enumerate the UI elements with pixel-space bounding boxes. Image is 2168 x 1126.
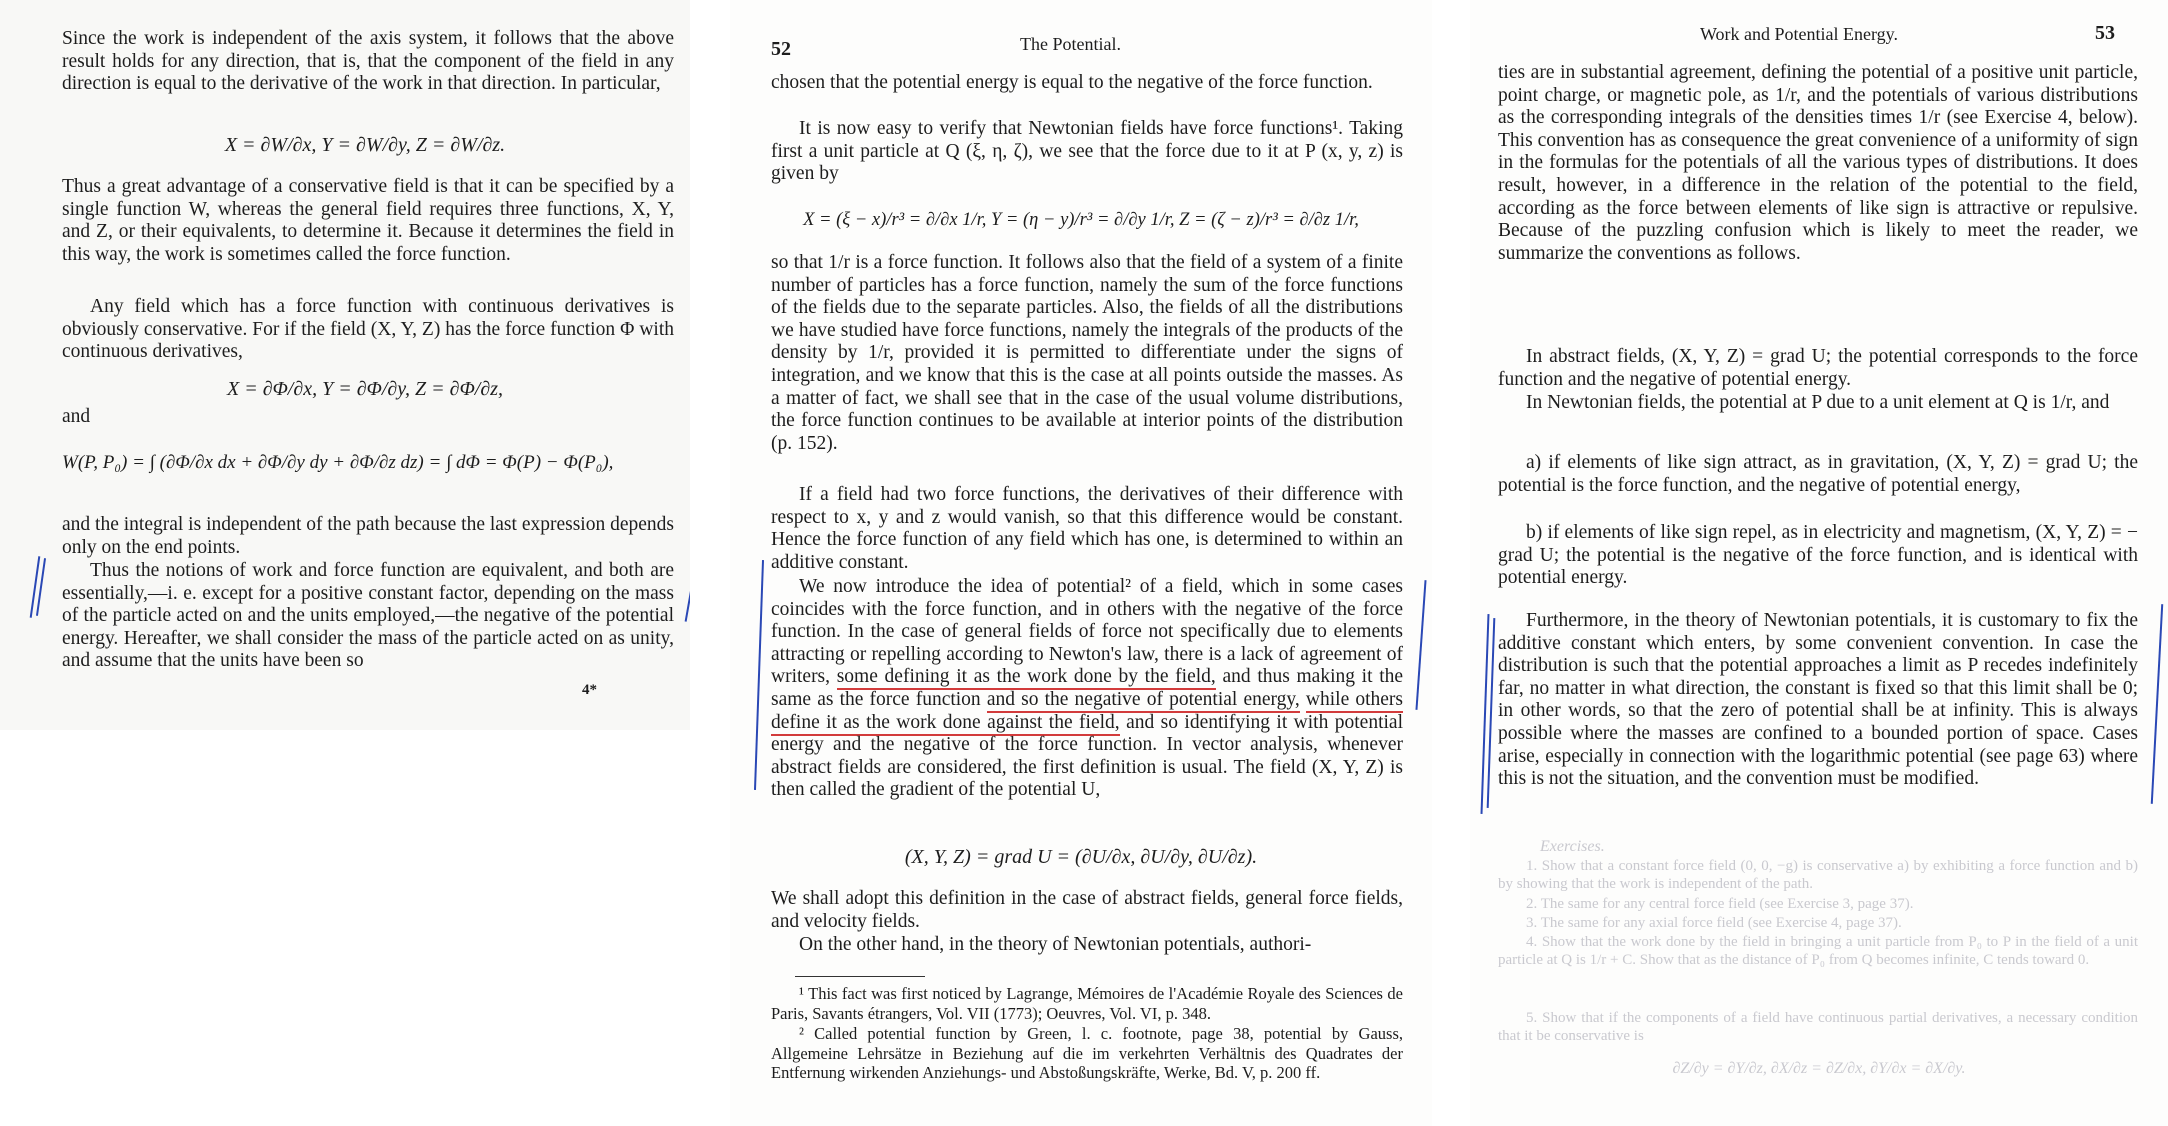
middle-equation-gradient: (X, Y, Z) = grad U = (∂U/∂x, ∂U/∂y, ∂U/∂z).	[904, 846, 1258, 868]
right-exercise-4: 4. Show that the work done by the field in bringing a unit particle from P₀ to P in the field of a unit particle at Q is 1/r + C. Show that as the distance of P₀ from Q becomes infinite, C tends toward 0.	[1498, 934, 2138, 968]
right-paragraph-newtonian-fields: In Newtonian fields, the potential at P due to a unit element at Q is 1/r, and	[1526, 392, 2110, 413]
middle-margin-mark-right	[1415, 580, 1426, 710]
right-margin-mark-right	[2151, 604, 2163, 804]
left-margin-mark-right	[685, 560, 690, 621]
right-paragraph-additive-constant: Furthermore, in the theory of Newtonian potentials, it is customary to fix the additive constant which enters, by some convenient convention. In case the distribution is such that the potential approaches a limit as P recedes indefinitely far, no matter in what direction, the constant is fixed so that this limit shall be 0; in other words, so that the zero of potential shall be at infinity. This is always possible where the masses are confined to a bounded portion of space. Cases arise, especially in connection with the logarithmic potential (see page 63) where this is not the situation, and the convention must be modified.	[1498, 610, 2138, 790]
middle-footnote-2: ² Called potential function by Green, l. c. footnote, page 38, potential by Gauss, Allgemeine Lehrsätze in Beziehung auf die im verkehrten Verhältnis des Quadrates der Entfernung wirkenden Anziehungs- und Abstoßungskräfte, Werke, Bd. V, p. 200 ff.	[771, 1024, 1403, 1082]
left-paragraph-conservative-field: Thus a great advantage of a conservative field is that it can be specified by a single function W, whereas the general field requires three functions, X, Y, and Z, or their equivalents, to determine it. Because it determines the field in this way, the work is sometimes called the force function.	[62, 176, 674, 265]
right-page-number: 53	[2095, 22, 2115, 44]
left-paragraph-force-function: Any field which has a force function with continuous derivatives is obviously conservative. For if the field (X, Y, Z) has the force function Φ with continuous derivatives,	[62, 296, 674, 363]
middle-equation-unit-particle: X = (ξ − x)/r³ = ∂/∂x 1/r, Y = (η − y)/r³ = ∂/∂y 1/r, Z = (ζ − z)/r³ = ∂/∂z 1/r,	[803, 210, 1359, 230]
middle-paragraph-potential-definition	[771, 576, 1403, 802]
middle-underline-work-against-field: while others define it as the work done against the field,	[771, 689, 1403, 736]
left-equation-work-integral: W(P, P₀) = ∫ (∂Φ/∂x dx + ∂Φ/∂y dy + ∂Φ/∂z dz) = ∫ dΦ = Φ(P) − Φ(P₀),	[62, 452, 614, 473]
middle-paragraph-newtonian-fields: It is now easy to verify that Newtonian fields have force functions¹. Taking first a unit particle at Q (ξ, η, ζ), we see that the force due to it at P (x, y, z) is given by	[771, 118, 1403, 185]
right-item-repel: b) if elements of like sign repel, as in electricity and magnetism, (X, Y, Z) = − grad U; the potential is the negative of the force function, and is identical with potential energy.	[1498, 522, 2138, 589]
left-signature-mark: 4*	[582, 682, 597, 698]
right-paragraph-authorities: ties are in substantial agreement, defining the potential of a positive unit particle, point charge, or magnetic pole, as 1/r, and the potentials of various distributions as the corresponding integrals of the densities times 1/r (see Exercise 4, below). This convention has as consequence the great convenience of a uniformity of sign in the formulas for the potentials of all the various types of distributions. It does result, however, in a difference in the relation of the potential to the field, according as the force between elements of like sign is attractive or repulsive. Because of the puzzling confusion which is likely to meet the reader, we summarize the conventions as follows.	[1498, 62, 2138, 264]
middle-paragraph-two-force-functions: If a field had two force functions, the derivatives of their difference with respect to x, y and z would vanish, so that this difference would be constant. Hence the force function of any field which has one, is determined to within an additive constant.	[771, 484, 1403, 573]
right-exercise-1: 1. Show that a constant force field (0, 0, −g) is conservative a) by exhibiting a force function and b) by showing that the work is independent of the path.	[1498, 858, 2138, 892]
middle-paragraph-newtonian-theory: On the other hand, in the theory of Newtonian potentials, authori-	[799, 934, 1312, 955]
middle-page-number: 52	[771, 38, 791, 60]
middle-potential-intro: We now introduce the idea of potential² of a field, which in some cases coincides with the force function, and in others with the negative of the force function. In the case of general fields of force not specifically due to elements attracting or repelling according to Newton's law, there is a lack of agreement of writers,	[771, 576, 1403, 688]
right-exercise-2: 2. The same for any central force field (see Exercise 3, page 37).	[1526, 896, 1914, 912]
middle-running-head: The Potential.	[1020, 34, 1121, 54]
middle-underline-work-by-field: some defining it as the work done by the field,	[837, 666, 1216, 690]
middle-paragraph-adopt-definition: We shall adopt this definition in the case of abstract fields, general force fields, and velocity fields.	[771, 888, 1403, 932]
middle-paragraph-force-functions: so that 1/r is a force function. It follows also that the field of a system of a finite number of particles has a force function, namely the sum of the force functions of the fields due to the separate particles. Also, the fields of all the distributions we have studied have force functions, namely the integrals of the products of the density by 1/r, provided it is permitted to differentiate under the signs of integration, and we know that this is the case at all points outside the masses. As a matter of fact, we shall see that in the case of the usual volume distributions, the force function continues to be available at interior points of the distribution (p. 152).	[771, 252, 1403, 454]
right-exercise-5: 5. Show that if the components of a field have continuous partial derivatives, a necessary condition that it be conservative is	[1498, 1010, 2138, 1044]
right-page	[1470, 0, 2168, 1126]
middle-footnote-1: ¹ This fact was first noticed by Lagrange, Mémoires de l'Académie Royale des Sciences de Paris, Savants étrangers, Vol. VII (1773); Oeuvres, Vol. VI, p. 348.	[771, 984, 1403, 1023]
middle-potential-same: and thus making it the same as the force function	[771, 666, 1404, 710]
left-page	[0, 0, 690, 730]
right-running-head: Work and Potential Energy.	[1700, 24, 1899, 44]
middle-margin-mark-left	[754, 560, 764, 790]
middle-footnote-rule	[795, 976, 925, 977]
left-equation-work-derivatives: X = ∂W/∂x, Y = ∂W/∂y, Z = ∂W/∂z.	[224, 134, 506, 156]
right-exercise-3: 3. The same for any axial force field (see Exercise 4, page 37).	[1526, 915, 1902, 931]
left-intro-paragraph: Since the work is independent of the axis system, it follows that the above result holds for any direction, that is, that the component of the field in any direction is equal to the derivative of the work in that direction. In particular,	[62, 28, 674, 95]
left-and-label: and	[62, 406, 91, 427]
right-exercises-title: Exercises.	[1540, 838, 1605, 855]
right-paragraph-abstract-fields: In abstract fields, (X, Y, Z) = grad U; the potential corresponds to the force function and the negative of potential energy.	[1498, 346, 2138, 390]
middle-page	[730, 0, 1432, 1126]
left-paragraph-equivalence: Thus the notions of work and force function are equivalent, and both are essentially,—i. e. except for a positive constant factor, depending on the mass of the particle acted on and the units employed,—the negative of the potential energy. Hereafter, we shall consider the mass of the particle acted on as unity, and assume that the units have been so	[62, 560, 674, 672]
left-paragraph-path-independence: and the integral is independent of the path because the last expression depends only on the end points.	[62, 514, 674, 558]
left-equation-phi-derivatives: X = ∂Φ/∂x, Y = ∂Φ/∂y, Z = ∂Φ/∂z,	[226, 378, 504, 400]
middle-potential-rest: and so identifying it with potential energy and the negative of the force function. In vector analysis, whenever abstract fields are considered, the first definition is usual. The field (X, Y, Z) is then called the gradient of the potential U,	[771, 711, 1403, 801]
right-exercise-5-equation: ∂Z/∂y = ∂Y/∂z, ∂X/∂z = ∂Z/∂x, ∂Y/∂x = ∂X/∂y.	[1672, 1060, 1966, 1077]
right-item-attract: a) if elements of like sign attract, as in gravitation, (X, Y, Z) = grad U; the potential is the force function, and the negative of potential energy,	[1498, 452, 2138, 496]
middle-paragraph-chosen: chosen that the potential energy is equal to the negative of the force function.	[771, 72, 1373, 93]
middle-underline-negative-energy: and so the negative of potential energy,	[987, 689, 1300, 713]
